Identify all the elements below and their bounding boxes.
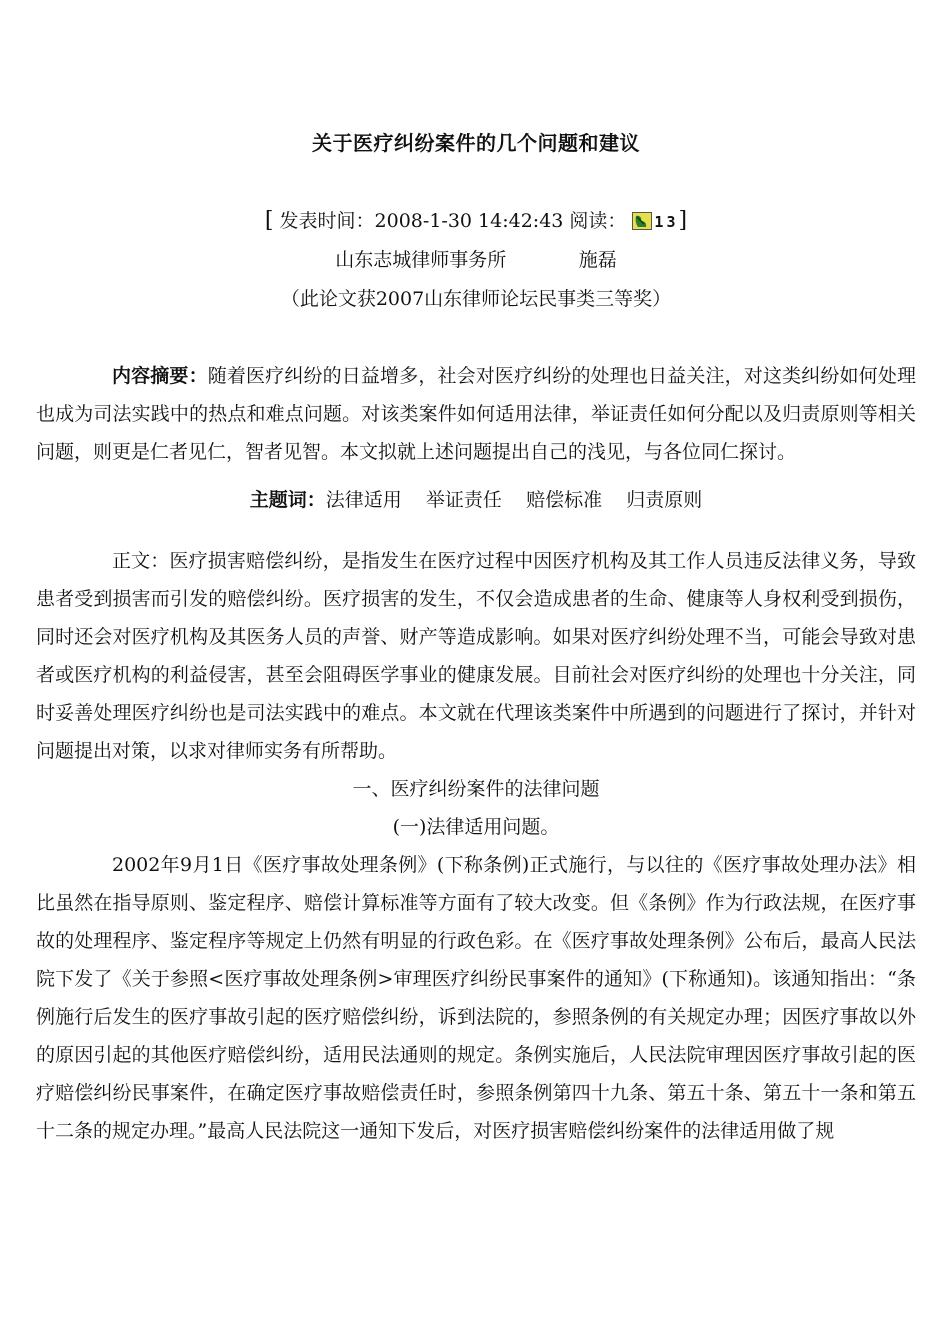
read-count: 13 [654, 213, 679, 231]
subsection-heading: (一)法律适用问题。 [392, 816, 560, 838]
award-line: （此论文获2007山东律师论坛民事类三等奖） [280, 288, 672, 310]
keywords-label: 主题词： [249, 489, 326, 511]
author-line: 山东志城律师事务所 施磊 [335, 249, 617, 271]
bracket-open: [ [264, 208, 274, 233]
reader-icon [632, 212, 652, 230]
bracket-close: ] [678, 208, 688, 233]
keywords [36, 485, 916, 512]
abstract-label: 内容摘要： [112, 365, 208, 387]
article-title: 关于医疗纠纷案件的几个问题和建议 [312, 131, 640, 155]
article-body [36, 542, 916, 1150]
keywords-text: 法律适用 举证责任 赔偿标准 归责原则 [325, 489, 703, 511]
section-heading: 一、医疗纠纷案件的法律问题 [352, 778, 600, 800]
intro-paragraph: 正文：医疗损害赔偿纠纷，是指发生在医疗过程中因医疗机构及其工作人员违反法律义务，导致患者受到损害而引发的赔偿纠纷。医疗损害的发生，不仅会造成患者的生命、健康等人身权利受到损伤，同时还会对医疗机构及其医务人员的声誉、财产等造成影响。如果对医疗纠纷处理不当，可能会导致对患者或医疗机构的利益侵害，甚至会阻碍医学事业的健康发展。目前社会对医疗纠纷的处理也十分关注，同时妥善处理医疗纠纷也是司法实践中的难点。本文就在代理该类案件中所遇到的问题进行了探讨，并针对问题提出对策，以求对律师实务有所帮助。 [36, 550, 916, 762]
abstract [36, 357, 916, 471]
body-paragraph: 2002年9月1日《医疗事故处理条例》(下称条例)正式施行，与以往的《医疗事故处理办法》相比虽然在指导原则、鉴定程序、赔偿计算标准等方面有了较大改变。但《条例》作为行政法规，在医疗事故的处理程序、鉴定程序等规定上仍然有明显的行政色彩。在《医疗事故处理条例》公布后，最高人民法院下发了《关于参照<医疗事故处理条例>审理医疗纠纷民事案件的通知》(下称通知)。该通知指出：“条例施行后发生的医疗事故引起的医疗赔偿纠纷，诉到法院的，参照条例的有关规定办理；因医疗事故以外的原因引起的其他医疗赔偿纠纷，适用民法通则的规定。条例实施后，人民法院审理因医疗事故引起的医疗赔偿纠纷民事案件，在确定医疗事故赔偿责任时，参照条例第四十九条、第五十条、第五十一条和第五十二条的规定办理。”最高人民法院这一通知下发后，对医疗损害赔偿纠纷案件的法律适用做了规 [36, 854, 916, 1142]
publish-time: 发表时间：2008-1-30 14:42:43 阅读： [279, 210, 627, 232]
abstract-text: 随着医疗纠纷的日益增多，社会对医疗纠纷的处理也日益关注，对这类纠纷如何处理也成为司法实践中的热点和难点问题。对该类案件如何适用法律，举证责任如何分配以及归责原则等相关问题，则更是仁者见仁，智者见智。本文拟就上述问题提出自己的浅见，与各位同仁探讨。 [36, 365, 916, 463]
publish-meta [36, 206, 916, 233]
